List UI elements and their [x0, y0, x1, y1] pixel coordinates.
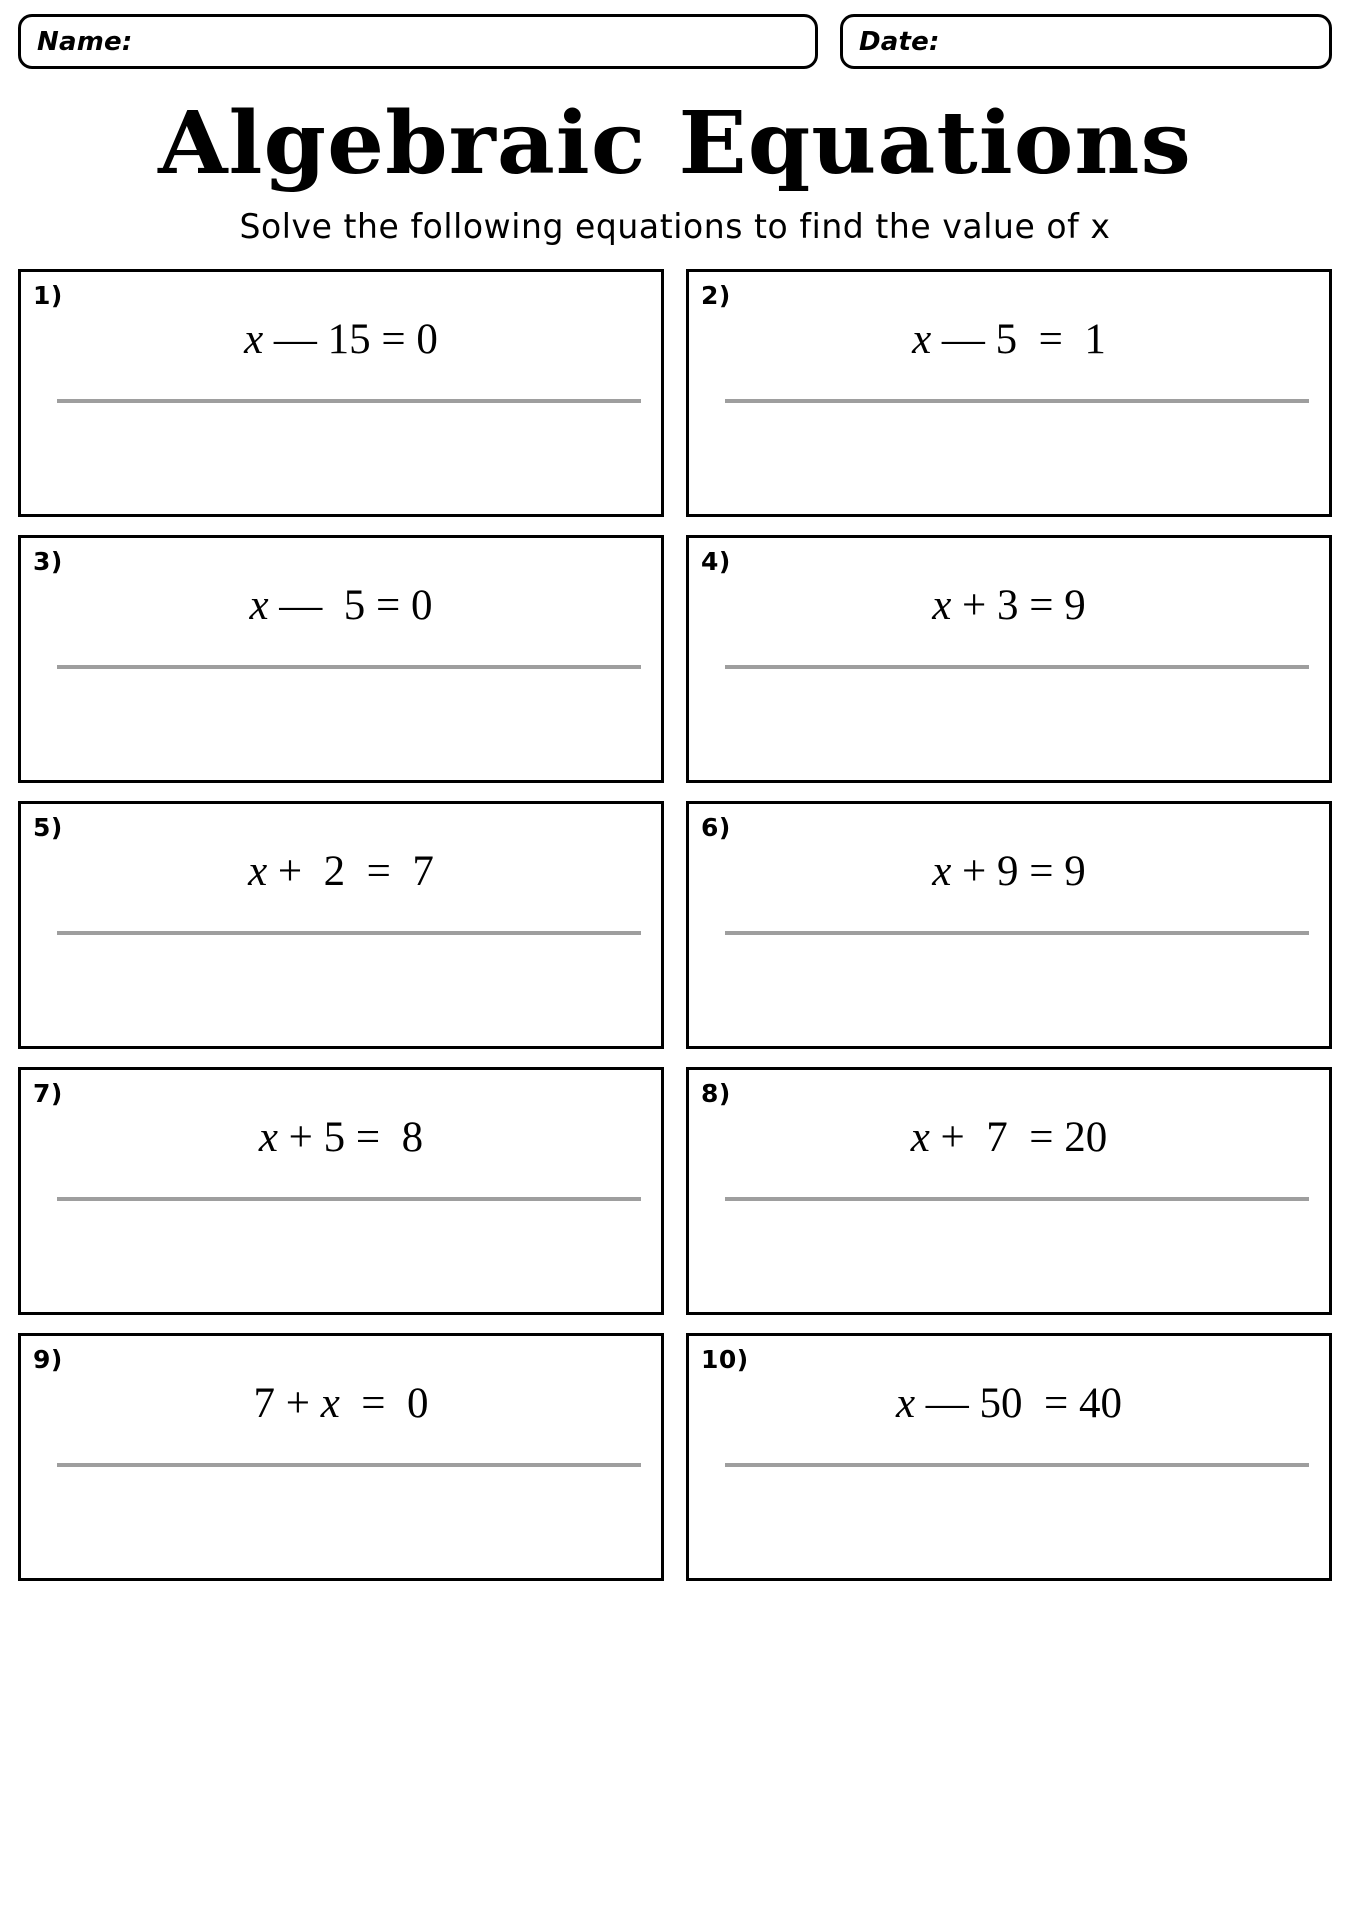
page-subtitle: Solve the following equations to find the value of x	[239, 207, 1111, 248]
date-label: Date:	[859, 26, 940, 57]
name-label: Name:	[37, 26, 133, 57]
date-field[interactable]	[840, 14, 1332, 69]
problem-equation: x — 50 = 40	[895, 1380, 1123, 1428]
problem-cell	[686, 535, 1332, 783]
answer-line[interactable]	[725, 399, 1309, 403]
answer-line[interactable]	[57, 1463, 641, 1467]
problem-equation: x + 5 = 8	[258, 1114, 424, 1162]
problem-number: 9)	[33, 1345, 63, 1375]
problem-cell	[686, 269, 1332, 517]
answer-line[interactable]	[725, 1463, 1309, 1467]
answer-line[interactable]	[57, 931, 641, 935]
problem-grid	[18, 269, 1332, 1581]
problem-equation: x — 5 = 1	[912, 316, 1106, 364]
problem-number: 10)	[701, 1345, 749, 1375]
problem-equation: x — 5 = 0	[249, 582, 433, 630]
problem-number: 7)	[33, 1079, 63, 1109]
problem-cell	[18, 1333, 664, 1581]
answer-line[interactable]	[57, 1197, 641, 1201]
header-fields	[0, 0, 1350, 69]
problem-cell	[18, 801, 664, 1049]
answer-line[interactable]	[57, 665, 641, 669]
answer-line[interactable]	[57, 399, 641, 403]
problem-number: 1)	[33, 281, 63, 311]
problem-cell	[18, 535, 664, 783]
problem-number: 4)	[701, 547, 731, 577]
problem-number: 3)	[33, 547, 63, 577]
problem-equation: x + 9 = 9	[932, 848, 1086, 896]
problem-number: 5)	[33, 813, 63, 843]
problem-number: 8)	[701, 1079, 731, 1109]
problem-cell	[686, 1333, 1332, 1581]
answer-line[interactable]	[725, 665, 1309, 669]
problem-equation: x + 3 = 9	[932, 582, 1086, 630]
problem-equation: x + 7 = 20	[910, 1114, 1108, 1162]
problem-cell	[18, 269, 664, 517]
problem-number: 6)	[701, 813, 731, 843]
problem-equation: x + 2 = 7	[248, 848, 434, 896]
problem-cell	[686, 801, 1332, 1049]
problem-number: 2)	[701, 281, 731, 311]
problem-equation: x — 15 = 0	[244, 316, 438, 364]
page-title: Algebraic Equations	[158, 93, 1192, 194]
answer-line[interactable]	[725, 931, 1309, 935]
problem-cell	[686, 1067, 1332, 1315]
problem-cell	[18, 1067, 664, 1315]
problem-equation: 7 + x = 0	[253, 1380, 429, 1428]
answer-line[interactable]	[725, 1197, 1309, 1201]
name-field[interactable]	[18, 14, 818, 69]
